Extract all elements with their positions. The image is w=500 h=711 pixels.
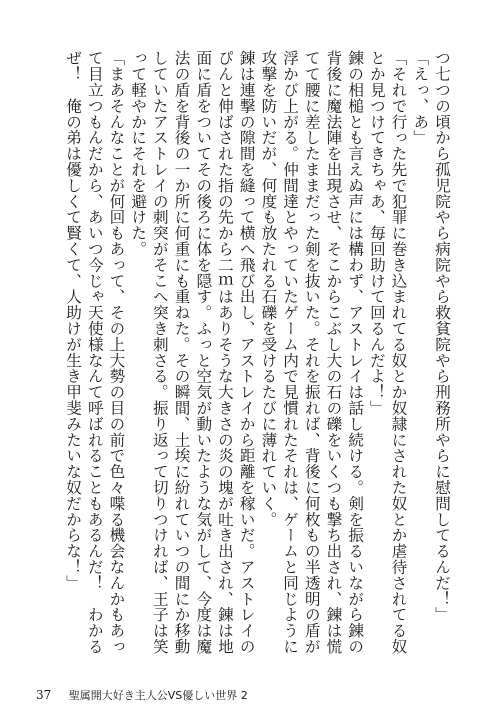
vertical-body-text: つ七つの頃から孤児院やら病院やら救貧院やら刑務所やらに慰問してるんだ！」 「えっ、あ」 「それで行った先で犯罪に巻き込まれてる奴とか奴隷にされた奴とか虐待されてる奴とか見つけてきちゃあ、毎回助けて回るんだよ！」 錬の相槌とも言えぬ声には構わず、アストレイは話し続ける。剣を振るいながら錬の背後に魔法陣を出現させ、そこからこぶし大の石の礫をいくつも撃ち出され、錬は慌てて腰に差したままだった剣を抜いた。それを振れば、背後に何枚もの半透明の盾が浮かび上がる。仲間達とやっていたゲーム内で見慣れたそれは、ゲームと同じように攻撃を防いだが、何度も放たれる石礫を受けるたびに薄れていく。 錬は連撃の隙間を縫って横へ飛び出し、アストレイから距離を稼いだ。アストレイのぴんと伸ばされた指の先から二ｍはありそうな大きさの炎の塊が吐き出され、錬は地面に盾をついてその後ろに体を隠す。ふっと空気が動いたような気がして、今度は魔法の盾を背後の一か所に何重にも重ねた。その瞬間、土埃に紛れていつの間にか移動していたアストレイの刺突がそこへ突き刺さる。振り返って切りつければ、王子は笑って軽やかにそれを避けた。 「まあそんなことが何回もあって、その上大勢の目の前で色々喋る機会なんかもあって目立つもんだから、あいつ今じゃ天使様なんて呼ばれることもあるんだ！ わかるぜ！ 俺の弟は優しくて賢くて、人助けが生き甲斐みたいな奴だからな！」 [64,50,451,655]
running-title: 聖属開大好き主人公VS優しい世界 2 [68,689,248,702]
page-footer [36,686,248,704]
body-text-block [48,50,452,660]
page-number: 37 [36,688,52,702]
